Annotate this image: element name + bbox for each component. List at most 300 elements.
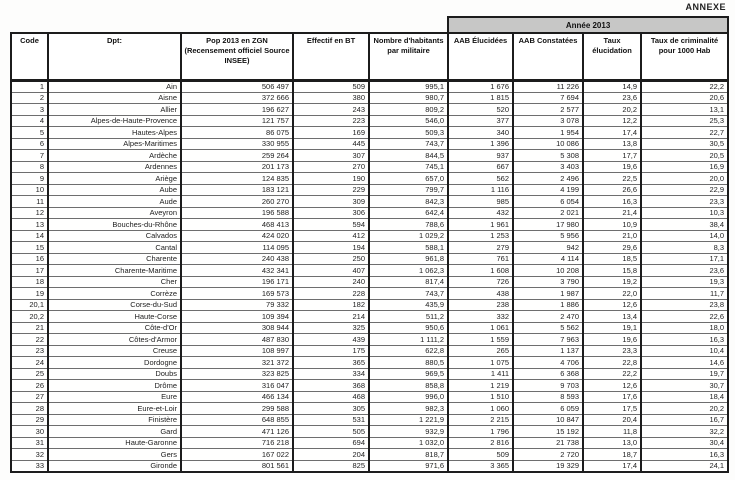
table-cell: 26 [11, 380, 48, 392]
table-cell: 468 413 [181, 219, 293, 231]
table-cell: Alpes-de-Haute-Provence [48, 115, 181, 127]
table-row [11, 357, 728, 369]
table-cell: 506 497 [181, 81, 293, 93]
table-cell: 3 403 [513, 161, 583, 173]
table-cell: 10,4 [641, 345, 728, 357]
table-cell: Charente-Maritime [48, 265, 181, 277]
table-cell: 16,3 [641, 334, 728, 346]
table-cell: 321 372 [181, 357, 293, 369]
table-cell: 20,5 [641, 150, 728, 162]
table-row [11, 403, 728, 415]
table-cell: 13,4 [583, 311, 641, 323]
table-cell: 1 559 [448, 334, 513, 346]
table-row [11, 380, 728, 392]
table-cell: Ain [48, 81, 181, 93]
table-cell: 259 264 [181, 150, 293, 162]
table-cell: Doubs [48, 368, 181, 380]
table-cell: Bouches-du-Rhône [48, 219, 181, 231]
table-header [11, 17, 728, 81]
table-cell: 950,6 [369, 322, 448, 334]
table-cell: 817,4 [369, 276, 448, 288]
year-band-row [11, 17, 728, 33]
table-cell: 971,6 [369, 460, 448, 472]
table-cell: Corrèze [48, 288, 181, 300]
table-cell: 5 562 [513, 322, 583, 334]
table-row [11, 150, 728, 162]
table-cell: 10 847 [513, 414, 583, 426]
table-cell: 17,7 [583, 150, 641, 162]
table-cell: 716 218 [181, 437, 293, 449]
table-cell: 16,3 [641, 449, 728, 461]
table-cell: 8,3 [641, 242, 728, 254]
table-cell: 196 588 [181, 207, 293, 219]
table-cell: 16,7 [641, 414, 728, 426]
column-header-pop: Pop 2013 en ZGN (Recensement officiel Source INSEE) [181, 33, 293, 81]
table-cell: 8 [11, 161, 48, 173]
table-cell: 29 [11, 414, 48, 426]
table-cell: 20,1 [11, 299, 48, 311]
table-cell: 30 [11, 426, 48, 438]
table-cell: 377 [448, 115, 513, 127]
table-cell: Alpes-Maritimes [48, 138, 181, 150]
table-cell: Eure-et-Loir [48, 403, 181, 415]
table-cell: 844,5 [369, 150, 448, 162]
table-cell: 1 961 [448, 219, 513, 231]
table-row [11, 115, 728, 127]
header-spacer [11, 17, 448, 33]
table-row [11, 196, 728, 208]
table-cell: 10 086 [513, 138, 583, 150]
table-cell: 167 022 [181, 449, 293, 461]
table-row [11, 127, 728, 139]
table-cell: 937 [448, 150, 513, 162]
table-cell: 21,0 [583, 230, 641, 242]
table-cell: 108 997 [181, 345, 293, 357]
table-cell: 4 [11, 115, 48, 127]
table-cell: 642,4 [369, 207, 448, 219]
table-cell: 468 [293, 391, 369, 403]
table-cell: 33 [11, 460, 48, 472]
table-cell: 520 [448, 104, 513, 116]
table-cell: Allier [48, 104, 181, 116]
table-cell: 86 075 [181, 127, 293, 139]
table-cell: 214 [293, 311, 369, 323]
table-cell: 11 [11, 196, 48, 208]
table-cell: 17,4 [583, 127, 641, 139]
table-cell: 15 [11, 242, 48, 254]
table-row [11, 207, 728, 219]
table-cell: 10 208 [513, 265, 583, 277]
table-cell: 18,7 [583, 449, 641, 461]
table-cell: 6 368 [513, 368, 583, 380]
table-cell: 9 703 [513, 380, 583, 392]
table-cell: 6 054 [513, 196, 583, 208]
table-cell: 32 [11, 449, 48, 461]
table-cell: 1 032,0 [369, 437, 448, 449]
table-cell: 334 [293, 368, 369, 380]
table-cell: 229 [293, 184, 369, 196]
table-cell: 1 510 [448, 391, 513, 403]
table-cell: 183 121 [181, 184, 293, 196]
table-cell: 842,3 [369, 196, 448, 208]
column-header-aab-constatees: AAB Constatées [513, 33, 583, 81]
table-cell: 196 171 [181, 276, 293, 288]
table-cell: 306 [293, 207, 369, 219]
table-cell: 880,5 [369, 357, 448, 369]
table-cell: 11,8 [583, 426, 641, 438]
table-cell: 2 470 [513, 311, 583, 323]
table-cell: 3 790 [513, 276, 583, 288]
table-cell: 982,3 [369, 403, 448, 415]
column-header-effectif: Effectif en BT [293, 33, 369, 81]
table-cell: 309 [293, 196, 369, 208]
table-cell: 109 394 [181, 311, 293, 323]
table-cell: 858,8 [369, 380, 448, 392]
table-cell: Eure [48, 391, 181, 403]
table-cell: 961,8 [369, 253, 448, 265]
table-cell: 12 [11, 207, 48, 219]
table-cell: 169 [293, 127, 369, 139]
table-cell: 1 608 [448, 265, 513, 277]
table-cell: 8 593 [513, 391, 583, 403]
table-cell: 243 [293, 104, 369, 116]
table-row [11, 276, 728, 288]
table-cell: 435,9 [369, 299, 448, 311]
table-cell: 13,8 [583, 138, 641, 150]
table-row [11, 334, 728, 346]
column-header-aab-elucidees: AAB Élucidées [448, 33, 513, 81]
table-cell: 1 954 [513, 127, 583, 139]
table-cell: 996,0 [369, 391, 448, 403]
table-cell: Drôme [48, 380, 181, 392]
table-cell: 316 047 [181, 380, 293, 392]
table-cell: 23,6 [583, 92, 641, 104]
table-cell: 2 816 [448, 437, 513, 449]
table-row [11, 391, 728, 403]
table-cell: 505 [293, 426, 369, 438]
table-cell: 466 134 [181, 391, 293, 403]
table-cell: 14 [11, 230, 48, 242]
table-cell: 818,7 [369, 449, 448, 461]
table-cell: 439 [293, 334, 369, 346]
table-cell: 1 987 [513, 288, 583, 300]
table-cell: 28 [11, 403, 48, 415]
table-cell: Corse-du-Sud [48, 299, 181, 311]
table-cell: 26,6 [583, 184, 641, 196]
table-cell: 330 955 [181, 138, 293, 150]
table-cell: 726 [448, 276, 513, 288]
table-cell: 588,1 [369, 242, 448, 254]
table-cell: 20,0 [641, 173, 728, 185]
table-cell: 240 [293, 276, 369, 288]
table-cell: 21,4 [583, 207, 641, 219]
table-cell: 20,4 [583, 414, 641, 426]
table-cell: 18,4 [641, 391, 728, 403]
table-cell: 23,3 [583, 345, 641, 357]
table-row [11, 460, 728, 472]
table-cell: 509,3 [369, 127, 448, 139]
table-cell: 657,0 [369, 173, 448, 185]
table-cell: 7 963 [513, 334, 583, 346]
table-cell: 2 720 [513, 449, 583, 461]
table-cell: 20,2 [583, 104, 641, 116]
table-cell: 19,6 [583, 334, 641, 346]
table-cell: 19,6 [583, 161, 641, 173]
table-row [11, 161, 728, 173]
table-cell: 260 270 [181, 196, 293, 208]
table-row [11, 253, 728, 265]
table-cell: 20,2 [11, 311, 48, 323]
table-cell: 7 [11, 150, 48, 162]
table-cell: 19 329 [513, 460, 583, 472]
table-cell: 22,6 [641, 311, 728, 323]
table-cell: 38,4 [641, 219, 728, 231]
table-cell: 1 411 [448, 368, 513, 380]
table-row [11, 219, 728, 231]
table-cell: Ardennes [48, 161, 181, 173]
table-cell: 23,8 [641, 299, 728, 311]
table-cell: 1 796 [448, 426, 513, 438]
table-cell: 265 [448, 345, 513, 357]
table-cell: Haute-Garonne [48, 437, 181, 449]
table-cell: 308 944 [181, 322, 293, 334]
table-row [11, 322, 728, 334]
table-cell: 1 111,2 [369, 334, 448, 346]
table-cell: 4 706 [513, 357, 583, 369]
table-cell: 407 [293, 265, 369, 277]
table-cell: Ardèche [48, 150, 181, 162]
table-cell: 270 [293, 161, 369, 173]
table-cell: 250 [293, 253, 369, 265]
table-cell: 648 855 [181, 414, 293, 426]
table-cell: 2 021 [513, 207, 583, 219]
table-cell: 21 738 [513, 437, 583, 449]
table-cell: 23,6 [641, 265, 728, 277]
table-row [11, 265, 728, 277]
table-cell: Aude [48, 196, 181, 208]
table-cell: 694 [293, 437, 369, 449]
table-cell: 18,5 [583, 253, 641, 265]
table-cell: 3 [11, 104, 48, 116]
table-cell: 16 [11, 253, 48, 265]
table-cell: 1 062,3 [369, 265, 448, 277]
table-row [11, 368, 728, 380]
table-cell: 23 [11, 345, 48, 357]
table-cell: 1 815 [448, 92, 513, 104]
table-row [11, 345, 728, 357]
table-cell: 17,1 [641, 253, 728, 265]
table-cell: 1 396 [448, 138, 513, 150]
table-cell: 22,8 [583, 357, 641, 369]
table-cell: 19 [11, 288, 48, 300]
table-cell: 24 [11, 357, 48, 369]
table-cell: 799,7 [369, 184, 448, 196]
table-cell: 445 [293, 138, 369, 150]
table-cell: 15,8 [583, 265, 641, 277]
table-cell: 1 253 [448, 230, 513, 242]
table-cell: 11,7 [641, 288, 728, 300]
table-cell: 22,2 [583, 368, 641, 380]
table-cell: 622,8 [369, 345, 448, 357]
table-cell: 17,6 [583, 391, 641, 403]
table-cell: 7 694 [513, 92, 583, 104]
table-cell: 3 078 [513, 115, 583, 127]
table-cell: 19,7 [641, 368, 728, 380]
table-cell: 124 835 [181, 173, 293, 185]
table-cell: 22,5 [583, 173, 641, 185]
table-cell: 204 [293, 449, 369, 461]
table-cell: 6 059 [513, 403, 583, 415]
table-cell: 368 [293, 380, 369, 392]
table-cell: 801 561 [181, 460, 293, 472]
table-cell: Aisne [48, 92, 181, 104]
table-row [11, 81, 728, 93]
table-cell: 471 126 [181, 426, 293, 438]
column-header-habitants-par-militaire: Nombre d'habitants par militaire [369, 33, 448, 81]
column-header-taux-elucidation: Taux élucidation [583, 33, 641, 81]
table-cell: 942 [513, 242, 583, 254]
table-cell: 1 676 [448, 81, 513, 93]
table-cell: 6 [11, 138, 48, 150]
table-cell: 22,2 [641, 81, 728, 93]
table-cell: 2 577 [513, 104, 583, 116]
table-cell: 1 221,9 [369, 414, 448, 426]
table-cell: 509 [293, 81, 369, 93]
table-cell: 17 [11, 265, 48, 277]
table-cell: 18,0 [641, 322, 728, 334]
table-cell: 432 [448, 207, 513, 219]
table-cell: 985 [448, 196, 513, 208]
table-cell: 13,1 [641, 104, 728, 116]
table-row [11, 437, 728, 449]
table-cell: 412 [293, 230, 369, 242]
table-row [11, 414, 728, 426]
table-cell: 240 438 [181, 253, 293, 265]
table-cell: Aveyron [48, 207, 181, 219]
table-cell: 509 [448, 449, 513, 461]
table-cell: 169 573 [181, 288, 293, 300]
table-cell: 14,6 [641, 357, 728, 369]
table-cell: Côtes-d'Armor [48, 334, 181, 346]
table-cell: 238 [448, 299, 513, 311]
table-cell: 228 [293, 288, 369, 300]
table-cell: 27 [11, 391, 48, 403]
table-cell: 14,0 [641, 230, 728, 242]
table-cell: 305 [293, 403, 369, 415]
table-cell: Gers [48, 449, 181, 461]
table-cell: 17 980 [513, 219, 583, 231]
table-cell: 14,9 [583, 81, 641, 93]
table-cell: Dordogne [48, 357, 181, 369]
table-cell: 1 [11, 81, 48, 93]
table-cell: 743,7 [369, 288, 448, 300]
column-header-taux-criminalite: Taux de criminalité pour 1000 Hab [641, 33, 728, 81]
table-cell: 22,0 [583, 288, 641, 300]
table-cell: 307 [293, 150, 369, 162]
table-row [11, 299, 728, 311]
table-cell: 743,7 [369, 138, 448, 150]
table-cell: 4 199 [513, 184, 583, 196]
table-cell: 2 496 [513, 173, 583, 185]
table-cell: 10 [11, 184, 48, 196]
table-cell: 1 061 [448, 322, 513, 334]
table-cell: Haute-Corse [48, 311, 181, 323]
table-cell: Charente [48, 253, 181, 265]
table-cell: 16,9 [641, 161, 728, 173]
column-header-code: Code [11, 33, 48, 81]
annexe-label: ANNEXE [685, 2, 726, 12]
table-cell: Finistère [48, 414, 181, 426]
table-cell: 1 029,2 [369, 230, 448, 242]
table-cell: 10,9 [583, 219, 641, 231]
table-row [11, 173, 728, 185]
table-cell: 1 137 [513, 345, 583, 357]
table-cell: 30,7 [641, 380, 728, 392]
table-row [11, 288, 728, 300]
table-cell: 21 [11, 322, 48, 334]
table-cell: 30,4 [641, 437, 728, 449]
table-cell: Calvados [48, 230, 181, 242]
table-cell: 531 [293, 414, 369, 426]
table-cell: 299 588 [181, 403, 293, 415]
table-cell: 2 215 [448, 414, 513, 426]
table-cell: 3 365 [448, 460, 513, 472]
table-cell: 13,0 [583, 437, 641, 449]
table-cell: 12,2 [583, 115, 641, 127]
table-cell: 5 956 [513, 230, 583, 242]
table-cell: 424 020 [181, 230, 293, 242]
table-cell: 17,4 [583, 460, 641, 472]
table-cell: Ariège [48, 173, 181, 185]
table-cell: 25,3 [641, 115, 728, 127]
table-cell: 487 830 [181, 334, 293, 346]
table-cell: 932,9 [369, 426, 448, 438]
table-row [11, 242, 728, 254]
table-cell: 15 192 [513, 426, 583, 438]
table-cell: Côte-d'Or [48, 322, 181, 334]
table-cell: 201 173 [181, 161, 293, 173]
table-cell: 1 116 [448, 184, 513, 196]
year-band-header: Année 2013 [448, 17, 728, 33]
table-cell: 980,7 [369, 92, 448, 104]
table-row [11, 92, 728, 104]
table-row [11, 449, 728, 461]
table-cell: 13 [11, 219, 48, 231]
table-cell: 16,3 [583, 196, 641, 208]
table-row [11, 311, 728, 323]
table-cell: 11 226 [513, 81, 583, 93]
table-cell: 667 [448, 161, 513, 173]
table-cell: 121 757 [181, 115, 293, 127]
table-cell: 30,5 [641, 138, 728, 150]
column-header-dpt: Dpt: [48, 33, 181, 81]
table-cell: 1 060 [448, 403, 513, 415]
table-cell: 745,1 [369, 161, 448, 173]
table-cell: Hautes-Alpes [48, 127, 181, 139]
table-cell: 1 219 [448, 380, 513, 392]
table-cell: 380 [293, 92, 369, 104]
table-cell: Cantal [48, 242, 181, 254]
table-cell: 31 [11, 437, 48, 449]
table-cell: 325 [293, 322, 369, 334]
table-cell: 19,3 [641, 276, 728, 288]
table-row [11, 230, 728, 242]
table-cell: 332 [448, 311, 513, 323]
table-cell: 340 [448, 127, 513, 139]
table-cell: 182 [293, 299, 369, 311]
table-cell: 279 [448, 242, 513, 254]
table-cell: 1 075 [448, 357, 513, 369]
